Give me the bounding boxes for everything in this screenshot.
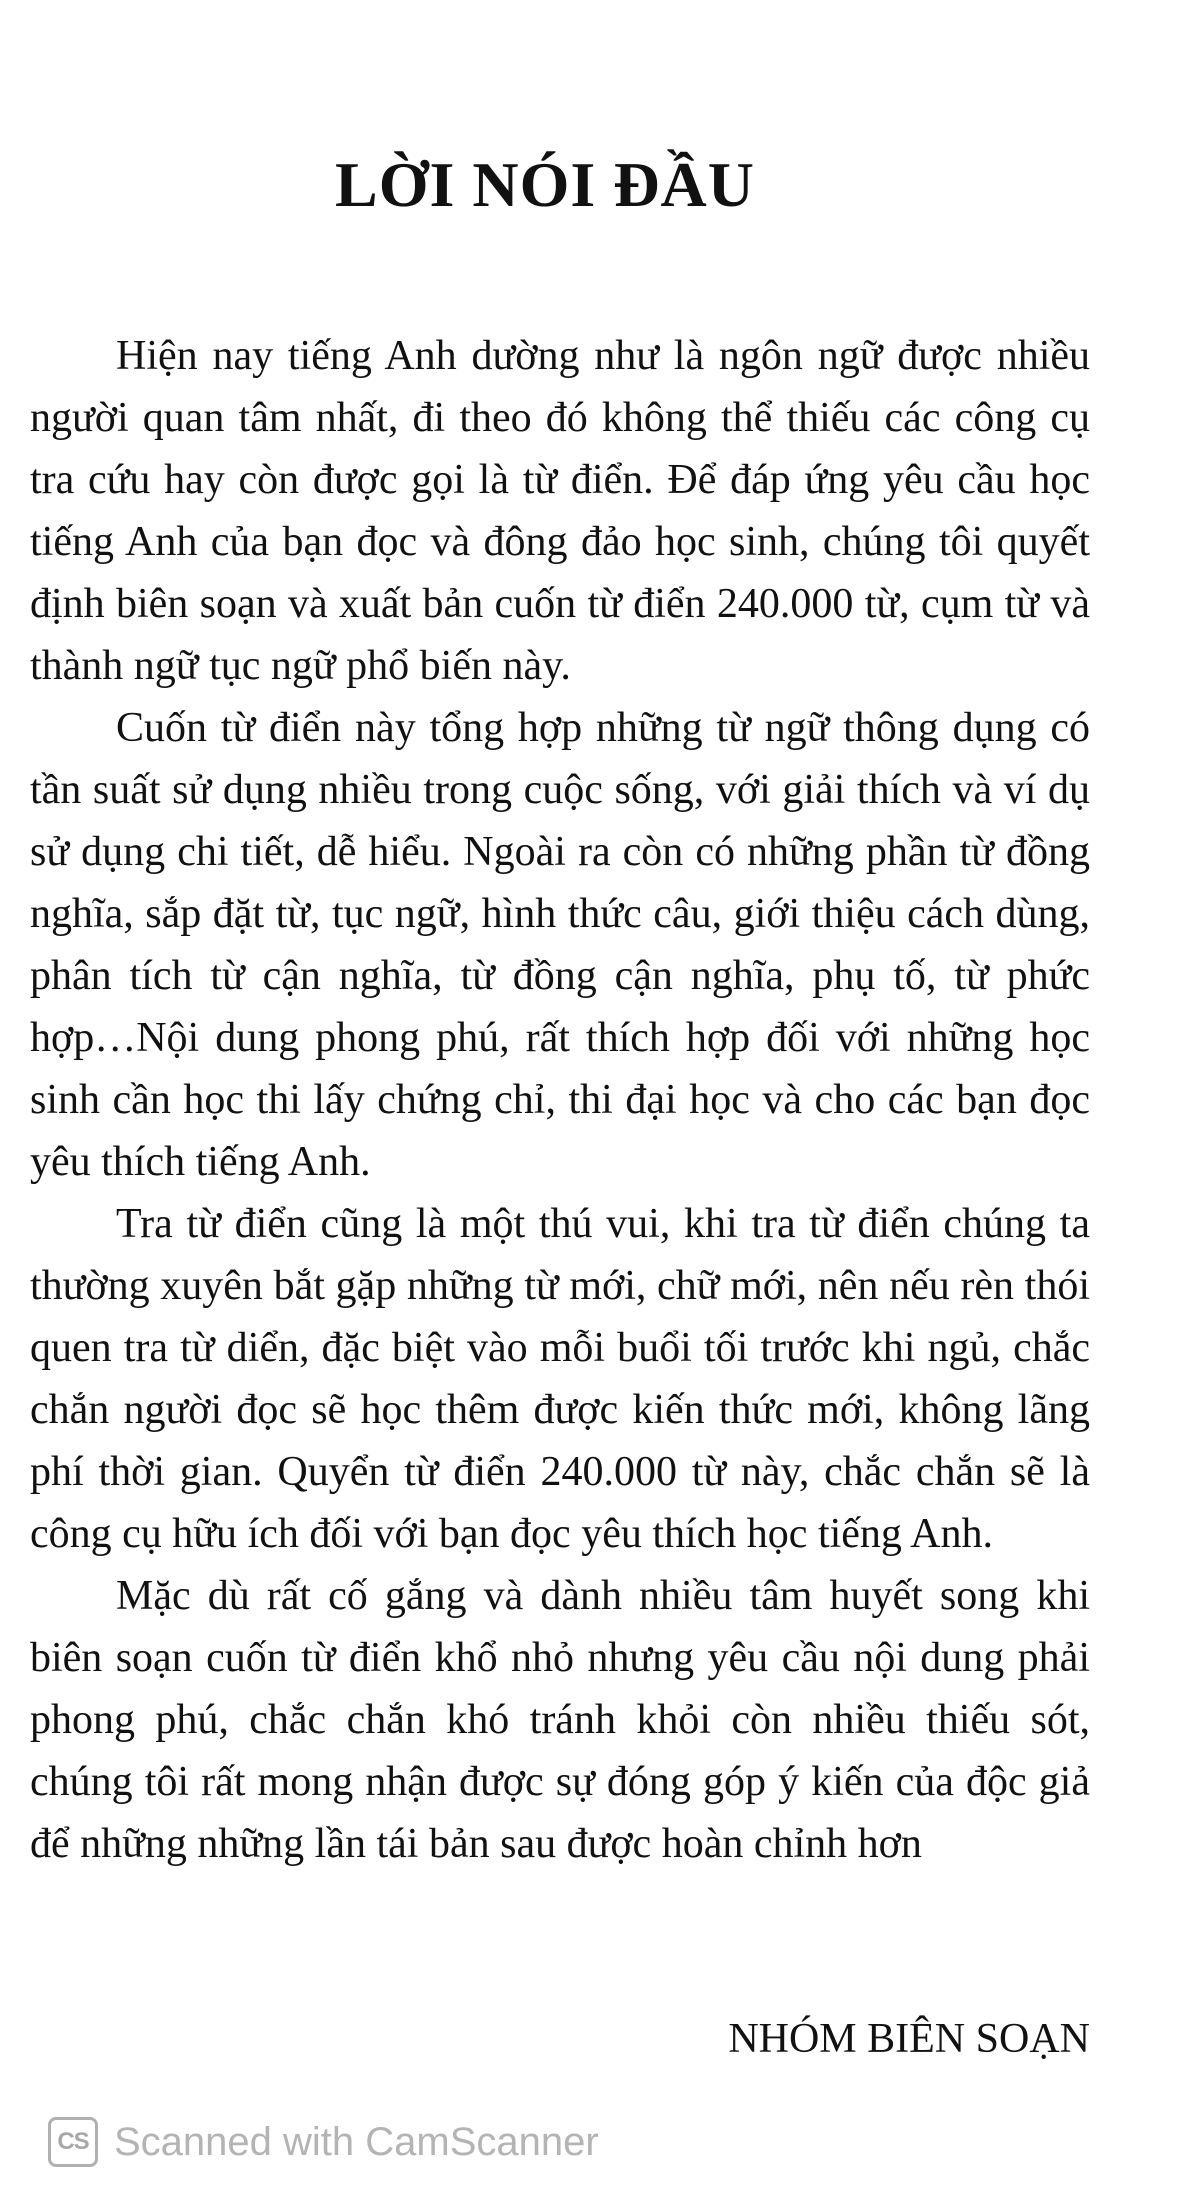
watermark-text: Scanned with CamScanner	[114, 2119, 599, 2164]
paragraph-1: Hiện nay tiếng Anh dường như là ngôn ngữ được nhiều người quan tâm nhất, đi theo đó không thể thiếu các công cụ tra cứu hay còn được gọi là từ điển. Để đáp ứng yêu cầu học tiếng Anh của bạn đọc và đông đảo học sinh, chúng tôi quyết định biên soạn và xuất bản cuốn từ điển 240.000 từ, cụm từ và thành ngữ tục ngữ phổ biến này.	[30, 333, 1090, 689]
page-title: LỜI NÓI ĐẦU	[335, 149, 755, 220]
paragraph-3: Tra từ điển cũng là một thú vui, khi tra từ điển chúng ta thường xuyên bắt gặp những từ mới, chữ mới, nên nếu rèn thói quen tra từ diển, đặc biệt vào mỗi buổi tối trước khi ngủ, chắc chắn người đọc sẽ học thêm được kiến thức mới, không lãng phí thời gian. Quyển từ điển 240.000 từ này, chắc chắn sẽ là công cụ hữu ích đối với bạn đọc yêu thích học tiếng Anh.	[30, 1201, 1090, 1557]
author-signature: NHÓM BIÊN SOẠN	[728, 2016, 1090, 2062]
scanner-watermark	[48, 2114, 599, 2170]
paragraph-2: Cuốn từ điển này tổng hợp những từ ngữ thông dụng có tần suất sử dụng nhiều trong cuộc sống, với giải thích và ví dụ sử dụng chi tiết, dễ hiểu. Ngoài ra còn có những phần từ đồng nghĩa, sắp đặt từ, tục ngữ, hình thức câu, giới thiệu cách dùng, phân tích từ cận nghĩa, từ đồng cận nghĩa, phụ tố, từ phức hợp…Nội dung phong phú, rất thích hợp đối với những học sinh cần học thi lấy chứng chỉ, thi đại học và cho các bạn đọc yêu thích tiếng Anh.	[30, 705, 1090, 1185]
preface-body	[30, 325, 1090, 1875]
camscanner-logo-icon: CS	[48, 2117, 98, 2167]
paragraph-4: Mặc dù rất cố gắng và dành nhiều tâm huyết song khi biên soạn cuốn từ điển khổ nhỏ nhưng yêu cầu nội dung phải phong phú, chắc chắn khó tránh khỏi còn nhiều thiếu sót, chúng tôi rất mong nhận được sự đóng góp ý kiến của độc giả để những những lần tái bản sau được hoàn chỉnh hơn	[30, 1573, 1090, 1867]
